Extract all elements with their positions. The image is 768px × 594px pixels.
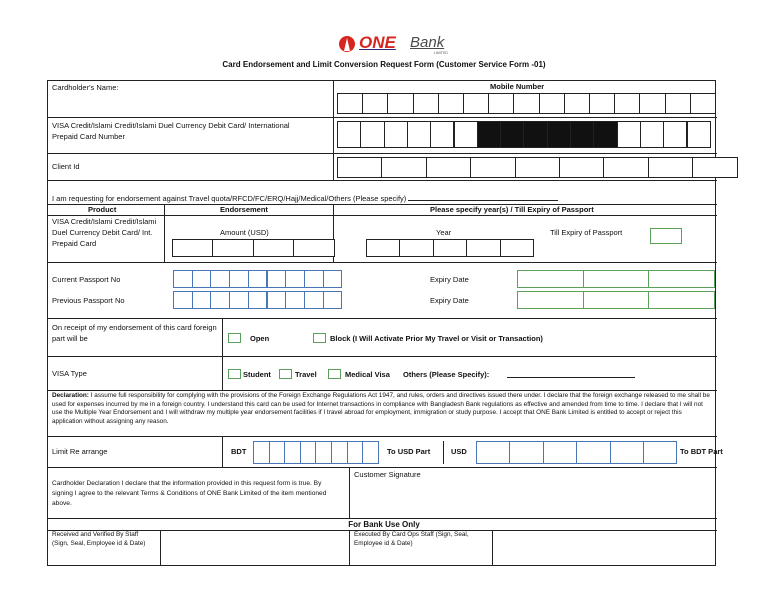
request-specify-field[interactable] [408,193,558,201]
cardholder-declaration: Cardholder Declaration I declare that the information provided in this request form is true. By signing I agree to the relevant Terms & Conditions of ONE Bank Limited of the item mentioned above. [52,480,327,507]
current-passport-box[interactable] [285,270,305,288]
bdt-digit-box[interactable] [331,441,348,464]
card-digit-box[interactable] [570,121,594,148]
card-digit-box[interactable] [523,121,547,148]
card-digit-box[interactable] [687,121,711,148]
mobile-digit-box[interactable] [539,93,565,114]
endorsement-header: Endorsement [220,205,268,214]
current-passport-box[interactable] [192,270,212,288]
executed-by-field[interactable] [494,532,714,564]
declaration-heading: Declaration: [52,392,89,399]
current-passport-box[interactable] [267,270,287,288]
card-digit-box[interactable] [640,121,664,148]
logo-limited-text: LIMITED [434,51,448,55]
divider [47,318,717,319]
mobile-digit-box[interactable] [665,93,691,114]
card-digit-box[interactable] [360,121,384,148]
previous-passport-box[interactable] [173,291,193,309]
year-digit-box[interactable] [433,239,467,257]
bdt-label: BDT [231,447,247,456]
request-line-text: I am requesting for endorsement against Travel quota/RFCD/FC/ERQ/Hajj/Medical/Others (Please specify) [52,194,407,203]
mobile-number-label: Mobile Number [490,82,545,91]
mobile-digit-box[interactable] [488,93,514,114]
year-digit-box[interactable] [399,239,433,257]
bank-logo [338,32,458,56]
mobile-digit-box[interactable] [362,93,388,114]
year-digit-box[interactable] [500,239,534,257]
mobile-digit-box[interactable] [564,93,590,114]
open-checkbox[interactable] [228,333,241,343]
card-digit-box[interactable] [547,121,571,148]
divider [349,467,350,518]
declaration-block [52,392,712,427]
medical-visa-label: Medical Visa [345,370,390,379]
others-specify-field[interactable] [507,370,635,378]
divider [492,530,493,566]
card-digit-box[interactable] [337,121,361,148]
usd-digit-box[interactable] [543,441,577,464]
amount-digit-box[interactable] [212,239,253,257]
divider [47,262,717,263]
previous-passport-box[interactable] [267,291,287,309]
mobile-digit-box[interactable] [438,93,464,114]
previous-passport-box[interactable] [229,291,249,309]
block-label: Block (I Will Activate Prior My Travel or Visit or Transaction) [330,334,543,343]
card-digit-box[interactable] [454,121,478,148]
divider [47,436,717,437]
client-id-label: Client Id [52,162,80,171]
divider [47,518,717,519]
current-expiry-box[interactable] [517,270,584,288]
client-id-box[interactable] [692,157,737,178]
current-passport-box[interactable] [173,270,193,288]
product-header: Product [88,205,117,214]
card-digit-box[interactable] [500,121,524,148]
limit-rearrange-label: Limit Re arrange [52,447,108,456]
travel-label: Travel [295,370,317,379]
client-id-box[interactable] [381,157,426,178]
previous-expiry-label: Expiry Date [430,296,469,305]
card-digit-box[interactable] [477,121,501,148]
amount-digit-box[interactable] [172,239,213,257]
mobile-digit-box[interactable] [589,93,615,114]
logo-one-text: ONE [359,33,396,52]
current-expiry-box[interactable] [583,270,650,288]
usd-digit-box[interactable] [509,441,543,464]
mobile-digit-box[interactable] [513,93,539,114]
divider [47,390,717,391]
current-passport-box[interactable] [210,270,230,288]
to-usd-part-label: To USD Part [387,447,431,456]
product-text: VISA Credit/Islami Credit/Islami Duel Currency Debit Card/ Int. Prepaid Card [52,217,157,248]
mobile-digit-box[interactable] [337,93,363,114]
travel-checkbox[interactable] [279,369,292,379]
amount-digit-box[interactable] [293,239,334,257]
received-verified-label: Received and Verified By Staff (Sign, Seal, Employee id & Date) [52,531,146,547]
current-passport-box[interactable] [229,270,249,288]
divider [47,204,717,205]
previous-passport-box[interactable] [323,291,343,309]
previous-expiry-box[interactable] [648,291,715,309]
divider [349,530,350,566]
cardholder-name-field[interactable] [120,82,330,112]
previous-expiry-box[interactable] [517,291,584,309]
mobile-digit-box[interactable] [413,93,439,114]
amount-digit-box[interactable] [253,239,294,257]
divider [47,117,717,118]
block-checkbox[interactable] [313,333,326,343]
card-digit-box[interactable] [593,121,617,148]
bdt-digit-box[interactable] [253,441,270,464]
divider [333,80,334,180]
passport-expiry-header: Please specify year(s) / Till Expiry of Passport [430,205,594,214]
divider [222,436,223,467]
divider [47,356,717,357]
card-digit-box[interactable] [617,121,641,148]
mobile-digit-box[interactable] [639,93,665,114]
divider [47,153,717,154]
client-id-box[interactable] [603,157,648,178]
cardholder-name-label: Cardholder's Name: [52,83,119,92]
previous-passport-box[interactable] [192,291,212,309]
mobile-digit-box[interactable] [690,93,716,114]
previous-passport-box[interactable] [210,291,230,309]
previous-expiry-box[interactable] [583,291,650,309]
declaration-text: I assume full responsibility for complying with the provisions of the Foreign Exchange Regulations Act 1947, and rules, orders and directives issued there under. I declare that the foreign exchange released to me shall be used for expenses incurred by me in a foreign country. I understand this card can be used for Internet transactions in compliance with Bangladesh Bank regulations as effective and amended from time to time. I declare that I will not use the Multiple Year Endorsement and I will withdraw my multiple year endorsement facilities if I travel abroad for employment, immigration or study purpose. I accept that ONE Bank Limited is entitled to accept or reject this application without assigning any reason. [52,392,710,426]
till-expiry-checkbox[interactable] [650,228,682,244]
divider [47,180,717,181]
medical-visa-checkbox[interactable] [328,369,341,379]
current-passport-label: Current Passport No [52,275,121,284]
others-specify-label: Others (Please Specify): [403,370,490,379]
year-digit-box[interactable] [466,239,500,257]
current-passport-box[interactable] [323,270,343,288]
bdt-digit-box[interactable] [269,441,286,464]
executed-by-label: Executed By Card Ops Staff (Sign, Seal, Employee id & Date) [354,531,469,547]
amount-usd-label: Amount (USD) [220,228,269,237]
client-id-box[interactable] [559,157,604,178]
usd-digit-box[interactable] [610,441,644,464]
mobile-digit-box[interactable] [463,93,489,114]
bank-use-title: For Bank Use Only [348,520,420,529]
current-passport-box[interactable] [304,270,324,288]
client-id-box[interactable] [648,157,693,178]
current-expiry-box[interactable] [648,270,715,288]
card-digit-box[interactable] [384,121,408,148]
received-verified-field[interactable] [162,532,347,564]
open-label: Open [250,334,270,343]
card-digit-box[interactable] [663,121,687,148]
current-passport-box[interactable] [248,270,268,288]
logo-bank-text: Bank [410,34,445,51]
year-digit-box[interactable] [366,239,400,257]
till-expiry-label: Till Expiry of Passport [550,228,623,237]
client-id-box[interactable] [337,157,382,178]
card-digit-box[interactable] [407,121,431,148]
bdt-digit-box[interactable] [284,441,301,464]
card-digit-box[interactable] [430,121,454,148]
customer-signature-label: Customer Signature [354,470,421,479]
request-line [52,193,558,204]
bdt-digit-box[interactable] [300,441,317,464]
client-id-box[interactable] [470,157,515,178]
usd-label: USD [451,447,467,456]
mobile-digit-box[interactable] [614,93,640,114]
year-label: Year [436,228,452,237]
client-id-box[interactable] [426,157,471,178]
foreign-part-label: On receipt of my endorsement of this card foreign part will be [52,323,217,343]
current-expiry-label: Expiry Date [430,275,469,284]
client-id-box[interactable] [515,157,560,178]
form-title: Card Endorsement and Limit Conversion Request Form (Customer Service Form -01) [222,60,546,69]
bdt-digit-box[interactable] [362,441,379,464]
divider [164,204,165,262]
bdt-digit-box[interactable] [315,441,332,464]
divider [47,467,717,468]
student-label: Student [243,370,271,379]
previous-passport-box[interactable] [285,291,305,309]
mobile-digit-box[interactable] [387,93,413,114]
usd-digit-box[interactable] [643,441,677,464]
one-bank-logo-icon [338,35,356,53]
previous-passport-label: Previous Passport No [52,296,125,305]
usd-digit-box[interactable] [576,441,610,464]
usd-digit-box[interactable] [476,441,510,464]
previous-passport-box[interactable] [248,291,268,309]
divider [443,441,444,464]
divider [160,530,161,566]
card-number-label: VISA Credit/Islami Credit/Islami Duel Currency Debit Card/ International Prepaid Card Number [52,121,290,141]
to-bdt-part-label: To BDT Part [680,447,723,456]
divider [222,318,223,390]
previous-passport-box[interactable] [304,291,324,309]
student-checkbox[interactable] [228,369,241,379]
bdt-digit-box[interactable] [347,441,364,464]
customer-signature-field[interactable] [351,480,713,516]
visa-type-label: VISA Type [52,369,87,378]
